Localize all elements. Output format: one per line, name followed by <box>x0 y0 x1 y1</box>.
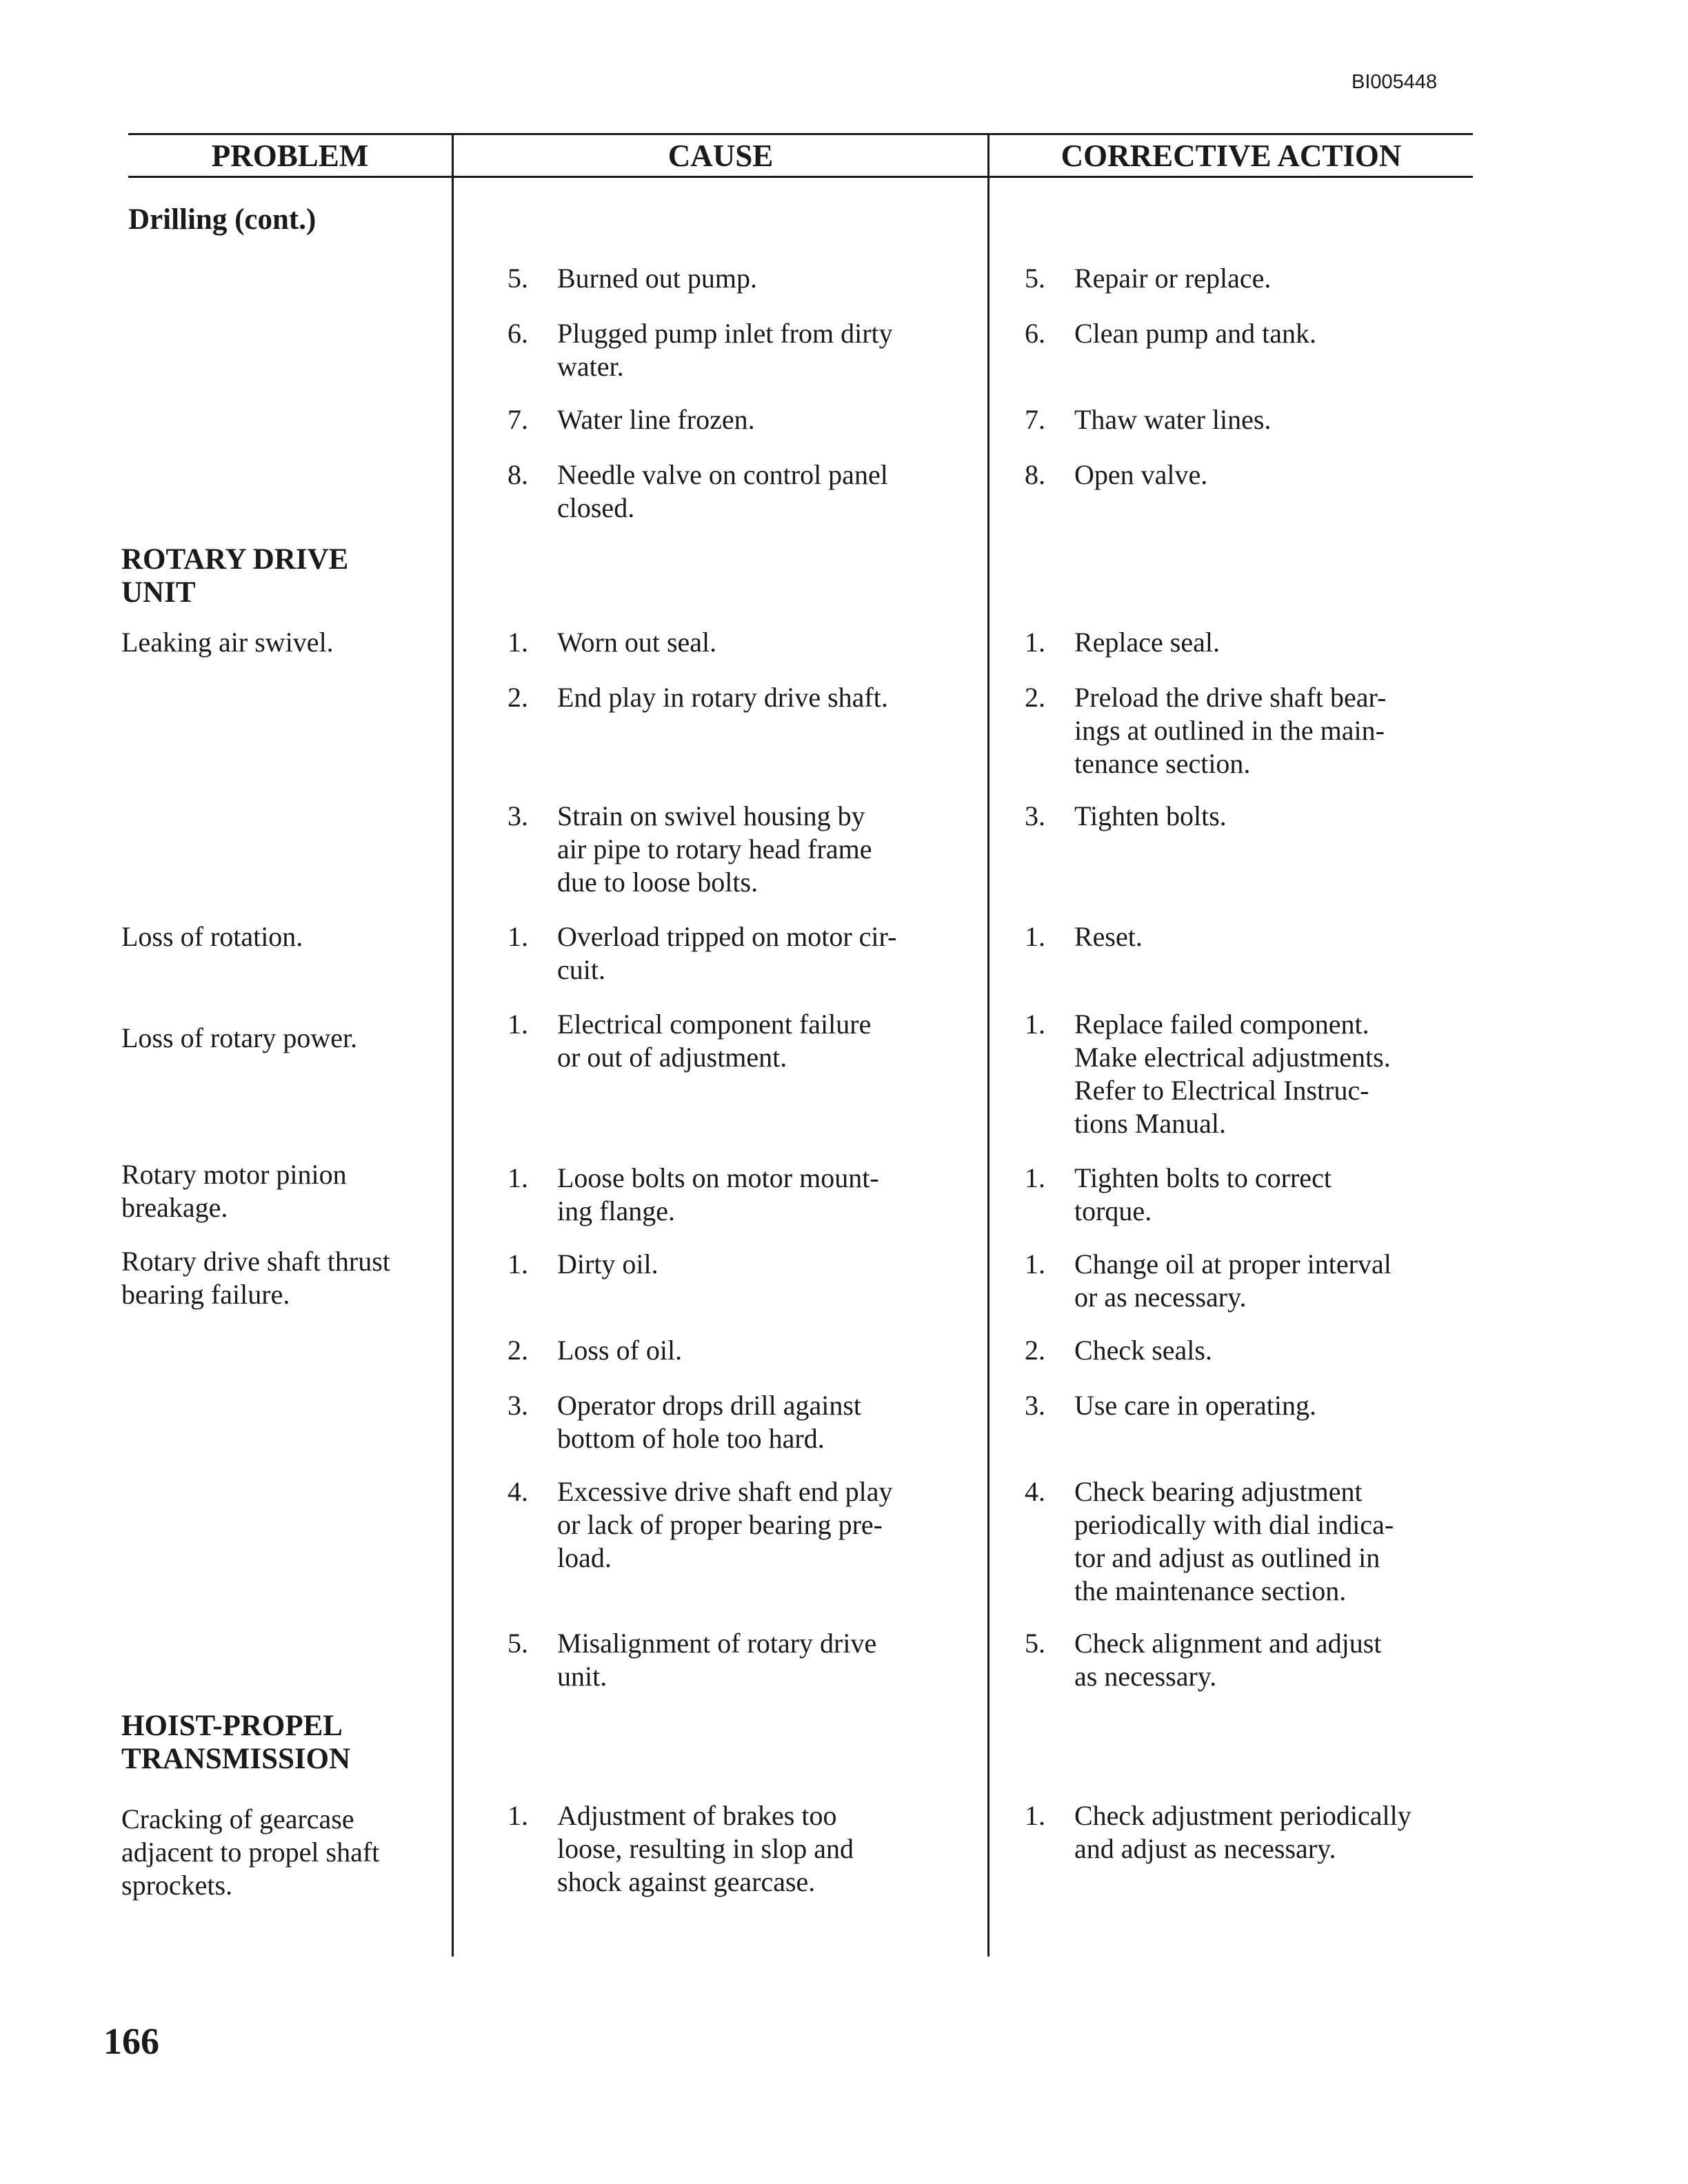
item-number: 8. <box>1025 459 1045 490</box>
text-line: cuit. <box>557 954 605 985</box>
text-line: Repair or replace. <box>1074 263 1272 294</box>
problem-text <box>121 1245 390 1311</box>
text-line: Loss of oil. <box>557 1335 683 1366</box>
text-line: Drilling (cont.) <box>128 203 316 236</box>
item-number: 1. <box>1025 1248 1045 1280</box>
text-line: HOIST-PROPEL <box>121 1710 343 1742</box>
text-line: due to loose bolts. <box>557 867 758 898</box>
text-line: breakage. <box>121 1192 228 1223</box>
text-line: Tighten bolts to correct <box>1074 1162 1332 1193</box>
text-line: and adjust as necessary. <box>1074 1833 1336 1864</box>
cause-item <box>557 1162 879 1228</box>
text-line: Worn out seal. <box>557 627 717 658</box>
item-number: 3. <box>508 800 528 831</box>
cause-item <box>557 1799 854 1899</box>
text-line: Rotary drive shaft thrust <box>121 1246 390 1277</box>
page-number: 166 <box>103 2021 159 2062</box>
cause-item <box>557 262 757 295</box>
text-line: Clean pump and tank. <box>1074 318 1317 349</box>
text-line: Replace seal. <box>1074 627 1220 658</box>
cause-item <box>557 1389 861 1455</box>
cause-item <box>557 458 888 525</box>
action-item <box>1074 458 1207 492</box>
text-line: or as necessary. <box>1074 1282 1247 1313</box>
text-line: Operator drops drill against <box>557 1390 861 1421</box>
text-line: Replace failed component. <box>1074 1009 1369 1040</box>
item-number: 2. <box>508 682 528 713</box>
text-line: or lack of proper bearing pre- <box>557 1509 883 1540</box>
text-line: UNIT <box>121 576 196 609</box>
text-line: tenance section. <box>1074 748 1251 779</box>
item-number: 4. <box>1025 1476 1045 1507</box>
text-line: Leaking air swivel. <box>121 627 334 658</box>
text-line: the maintenance section. <box>1074 1575 1347 1606</box>
item-number: 1. <box>1025 627 1045 658</box>
problem-text <box>121 1158 347 1224</box>
column-divider-right <box>987 133 989 1957</box>
text-line: tions Manual. <box>1074 1108 1226 1139</box>
item-number: 1. <box>1025 921 1045 952</box>
text-line: Burned out pump. <box>557 263 757 294</box>
document-id: BI005448 <box>1352 71 1438 93</box>
text-line: periodically with dial indica- <box>1074 1509 1394 1540</box>
item-number: 6. <box>508 318 528 349</box>
text-line: water. <box>557 351 624 382</box>
action-item <box>1074 1627 1381 1693</box>
text-line: Loose bolts on motor mount- <box>557 1162 879 1193</box>
header-top-rule <box>128 133 1473 135</box>
text-line: Loss of rotation. <box>121 921 303 952</box>
text-line: Plugged pump inlet from dirty <box>557 318 893 349</box>
text-line: Needle valve on control panel <box>557 459 888 490</box>
item-number: 2. <box>508 1335 528 1366</box>
text-line: Loss of rotary power. <box>121 1022 358 1053</box>
text-line: Open valve. <box>1074 459 1208 490</box>
item-number: 4. <box>508 1476 528 1507</box>
text-line: as necessary. <box>1074 1661 1217 1692</box>
header-cause: CAUSE <box>667 139 774 173</box>
text-line: bearing failure. <box>121 1279 290 1310</box>
item-number: 1. <box>1025 1800 1045 1831</box>
section-heading <box>121 543 348 609</box>
item-number: 1. <box>1025 1162 1045 1193</box>
item-number: 2. <box>1025 1335 1045 1366</box>
item-number: 5. <box>508 263 528 294</box>
text-line: Preload the drive shaft bear- <box>1074 682 1387 713</box>
action-item <box>1074 1475 1394 1608</box>
text-line: Water line frozen. <box>557 404 755 435</box>
action-item <box>1074 317 1316 350</box>
text-line: Change oil at proper interval <box>1074 1248 1391 1280</box>
item-number: 7. <box>1025 404 1045 435</box>
item-number: 2. <box>1025 682 1045 713</box>
text-line: adjacent to propel shaft <box>121 1837 380 1868</box>
cause-item <box>557 317 893 383</box>
item-number: 6. <box>1025 318 1045 349</box>
text-line: Thaw water lines. <box>1074 404 1272 435</box>
item-number: 3. <box>508 1390 528 1421</box>
text-line: Cracking of gearcase <box>121 1803 354 1834</box>
text-line: or out of adjustment. <box>557 1042 787 1073</box>
item-number: 7. <box>508 404 528 435</box>
cause-item <box>557 1627 876 1693</box>
problem-text <box>121 920 303 953</box>
text-line: ings at outlined in the main- <box>1074 715 1385 746</box>
header-corrective-action: CORRECTIVE ACTION <box>1061 139 1402 173</box>
text-line: Use care in operating. <box>1074 1390 1316 1421</box>
problem-text <box>121 626 334 659</box>
item-number: 1. <box>508 627 528 658</box>
section-heading <box>121 1710 350 1776</box>
text-line: Check seals. <box>1074 1335 1212 1366</box>
item-number: 1. <box>508 1162 528 1193</box>
text-line: ROTARY DRIVE <box>121 543 349 576</box>
item-number: 1. <box>1025 1009 1045 1040</box>
text-line: ing flange. <box>557 1195 676 1226</box>
action-item <box>1074 262 1271 295</box>
cause-item <box>557 920 896 987</box>
item-number: 8. <box>508 459 528 490</box>
text-line: load. <box>557 1542 612 1573</box>
action-item <box>1074 920 1143 953</box>
text-line: Dirty oil. <box>557 1248 659 1280</box>
cause-item <box>557 1248 659 1281</box>
text-line: closed. <box>557 492 635 523</box>
action-item <box>1074 800 1227 833</box>
text-line: Rotary motor pinion <box>121 1159 347 1190</box>
text-line: shock against gearcase. <box>557 1866 816 1897</box>
text-line: Check bearing adjustment <box>1074 1476 1363 1507</box>
text-line: Make electrical adjustments. <box>1074 1042 1391 1073</box>
text-line: bottom of hole too hard. <box>557 1423 825 1454</box>
cause-item <box>557 800 872 899</box>
problem-text <box>121 1022 357 1055</box>
text-line: Tighten bolts. <box>1074 800 1227 831</box>
action-item <box>1074 1162 1332 1228</box>
action-item <box>1074 626 1220 659</box>
cause-item <box>557 1475 893 1575</box>
text-line: Misalignment of rotary drive <box>557 1628 877 1659</box>
item-number: 1. <box>508 1248 528 1280</box>
action-item <box>1074 1248 1391 1314</box>
text-line: air pipe to rotary head frame <box>557 833 872 865</box>
item-number: 5. <box>508 1628 528 1659</box>
item-number: 1. <box>508 1800 528 1831</box>
item-number: 3. <box>1025 800 1045 831</box>
column-divider-left <box>452 133 454 1957</box>
cause-item <box>557 1334 682 1367</box>
action-item <box>1074 681 1386 780</box>
text-line: Adjustment of brakes too <box>557 1800 837 1831</box>
action-item <box>1074 1389 1316 1422</box>
cause-item <box>557 681 888 714</box>
item-number: 3. <box>1025 1390 1045 1421</box>
item-number: 1. <box>508 1009 528 1040</box>
text-line: Check adjustment periodically <box>1074 1800 1411 1831</box>
item-number: 5. <box>1025 263 1045 294</box>
text-line: sprockets. <box>121 1870 233 1901</box>
text-line: tor and adjust as outlined in <box>1074 1542 1380 1573</box>
text-line: TRANSMISSION <box>121 1743 351 1775</box>
text-line: End play in rotary drive shaft. <box>557 682 888 713</box>
action-item <box>1074 1008 1391 1140</box>
text-line: Electrical component failure <box>557 1009 872 1040</box>
cause-item <box>557 626 716 659</box>
text-line: Overload tripped on motor cir- <box>557 921 897 952</box>
text-line: loose, resulting in slop and <box>557 1833 854 1864</box>
cause-item <box>557 1008 871 1074</box>
text-line: Reset. <box>1074 921 1143 952</box>
text-line: unit. <box>557 1661 607 1692</box>
problem-text <box>121 1803 379 1902</box>
header-bottom-rule <box>128 176 1473 178</box>
action-item <box>1074 403 1271 436</box>
text-line: Strain on swivel housing by <box>557 800 865 831</box>
item-number: 5. <box>1025 1628 1045 1659</box>
text-line: torque. <box>1074 1195 1152 1226</box>
header-problem: PROBLEM <box>211 139 369 173</box>
section-heading <box>128 203 316 236</box>
text-line: Check alignment and adjust <box>1074 1628 1382 1659</box>
text-line: Refer to Electrical Instruc- <box>1074 1075 1369 1106</box>
text-line: Excessive drive shaft end play <box>557 1476 893 1507</box>
cause-item <box>557 403 755 436</box>
action-item <box>1074 1799 1411 1866</box>
item-number: 1. <box>508 921 528 952</box>
action-item <box>1074 1334 1212 1367</box>
